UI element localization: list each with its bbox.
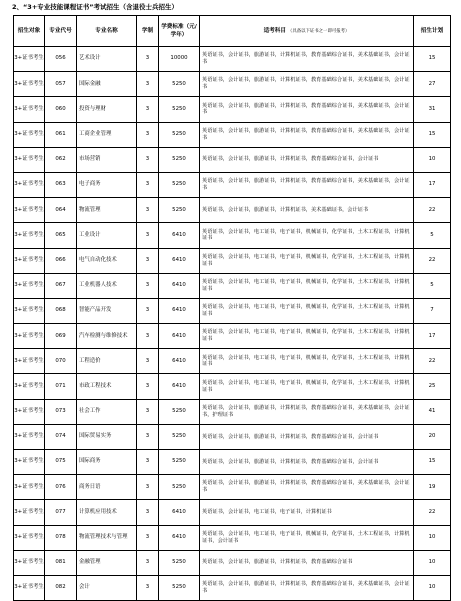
cell-name: 工程造价 xyxy=(77,349,137,374)
table-row xyxy=(14,248,451,273)
cell-code: 081 xyxy=(45,550,77,575)
cell-target: 3+证书考生 xyxy=(14,97,45,122)
cell-tuition: 6410 xyxy=(159,324,200,349)
cell-tuition: 5250 xyxy=(159,450,200,475)
cell-duration: 3 xyxy=(137,97,159,122)
cell-duration: 3 xyxy=(137,72,159,97)
cell-subjects: 英语证书，会计证书，旅游证书，计算机证书，教育基础综合证书，美术基础证书，会计证书 xyxy=(200,575,414,600)
cell-target: 3+证书考生 xyxy=(14,399,45,424)
cell-plan: 10 xyxy=(414,147,451,172)
cell-target: 3+证书考生 xyxy=(14,349,45,374)
cell-code: 082 xyxy=(45,575,77,600)
cell-tuition: 5250 xyxy=(159,122,200,147)
cell-target: 3+证书考生 xyxy=(14,172,45,197)
cell-target: 3+证书考生 xyxy=(14,198,45,223)
cell-plan: 22 xyxy=(414,248,451,273)
cell-code: 065 xyxy=(45,223,77,248)
cell-code: 066 xyxy=(45,248,77,273)
cell-subjects: 英语证书，会计证书，电工证书，电子证书，计算机证书 xyxy=(200,500,414,525)
cell-plan: 27 xyxy=(414,72,451,97)
cell-tuition: 6410 xyxy=(159,374,200,399)
header-row xyxy=(14,16,451,47)
cell-duration: 3 xyxy=(137,273,159,298)
cell-tuition: 6410 xyxy=(159,525,200,550)
enrollment-table xyxy=(13,15,451,601)
cell-plan: 15 xyxy=(414,47,451,72)
table-row xyxy=(14,72,451,97)
cell-duration: 3 xyxy=(137,47,159,72)
cell-tuition: 5250 xyxy=(159,72,200,97)
cell-target: 3+证书考生 xyxy=(14,424,45,449)
cell-name: 会计 xyxy=(77,575,137,600)
cell-code: 075 xyxy=(45,450,77,475)
cell-subjects: 英语证书，会计证书，电工证书，电子证书，机械证书，化学证书，土木工程证书，计算机证书 xyxy=(200,324,414,349)
table-row xyxy=(14,298,451,323)
header-name: 专业名称 xyxy=(77,16,137,47)
cell-name: 艺术设计 xyxy=(77,47,137,72)
cell-tuition: 5250 xyxy=(159,575,200,600)
cell-code: 063 xyxy=(45,172,77,197)
cell-tuition: 5250 xyxy=(159,424,200,449)
cell-name: 智能产品开发 xyxy=(77,298,137,323)
cell-name: 国际商务 xyxy=(77,450,137,475)
cell-duration: 3 xyxy=(137,324,159,349)
table-body xyxy=(14,47,451,601)
cell-plan: 31 xyxy=(414,97,451,122)
cell-code: 069 xyxy=(45,324,77,349)
cell-name: 工业机器人技术 xyxy=(77,273,137,298)
cell-plan: 17 xyxy=(414,172,451,197)
cell-code: 056 xyxy=(45,47,77,72)
cell-plan: 5 xyxy=(414,223,451,248)
cell-duration: 3 xyxy=(137,374,159,399)
cell-tuition: 6410 xyxy=(159,349,200,374)
table-row xyxy=(14,575,451,600)
cell-duration: 3 xyxy=(137,172,159,197)
cell-target: 3+证书考生 xyxy=(14,223,45,248)
cell-code: 070 xyxy=(45,349,77,374)
cell-subjects: 英语证书，会计证书，电工证书，电子证书，机械证书，化学证书，土木工程证书，计算机证书 xyxy=(200,349,414,374)
cell-duration: 3 xyxy=(137,122,159,147)
cell-plan: 25 xyxy=(414,374,451,399)
cell-code: 057 xyxy=(45,72,77,97)
cell-duration: 3 xyxy=(137,500,159,525)
header-target: 招生对象 xyxy=(14,16,45,47)
cell-duration: 3 xyxy=(137,450,159,475)
cell-subjects: 英语证书，会计证书，旅游证书，计算机证书，教育基础综合证书，会计证书 xyxy=(200,424,414,449)
table-row xyxy=(14,47,451,72)
table-row xyxy=(14,450,451,475)
table-row xyxy=(14,349,451,374)
cell-duration: 3 xyxy=(137,298,159,323)
cell-tuition: 5250 xyxy=(159,475,200,500)
cell-duration: 3 xyxy=(137,223,159,248)
cell-plan: 10 xyxy=(414,575,451,600)
cell-target: 3+证书考生 xyxy=(14,298,45,323)
cell-plan: 15 xyxy=(414,122,451,147)
cell-code: 060 xyxy=(45,97,77,122)
cell-duration: 3 xyxy=(137,475,159,500)
cell-code: 074 xyxy=(45,424,77,449)
cell-subjects: 英语证书，会计证书，旅游证书，计算机证书，教育基础综合证书，美术基础证书，会计证书 xyxy=(200,72,414,97)
cell-duration: 3 xyxy=(137,424,159,449)
cell-subjects: 英语证书，会计证书，电工证书，电子证书，机械证书，化学证书，土木工程证书，计算机证书 xyxy=(200,273,414,298)
table-row xyxy=(14,273,451,298)
cell-target: 3+证书考生 xyxy=(14,147,45,172)
table-row xyxy=(14,500,451,525)
cell-plan: 7 xyxy=(414,298,451,323)
header-duration: 学制 xyxy=(137,16,159,47)
cell-name: 商务日语 xyxy=(77,475,137,500)
header-plan: 招生计划 xyxy=(414,16,451,47)
cell-subjects: 英语证书，会计证书，旅游证书，计算机证书，教育基础综合证书，会计证书 xyxy=(200,450,414,475)
cell-name: 国际贸易实务 xyxy=(77,424,137,449)
header-subjects-note: （具备以下证书之一即可报考） xyxy=(287,28,350,34)
cell-subjects: 英语证书，会计证书，旅游证书，计算机证书，教育基础综合证书，美术基础证书，会计证书 xyxy=(200,97,414,122)
cell-plan: 19 xyxy=(414,475,451,500)
table-row xyxy=(14,223,451,248)
cell-tuition: 6410 xyxy=(159,298,200,323)
cell-tuition: 6410 xyxy=(159,223,200,248)
table-row xyxy=(14,424,451,449)
cell-target: 3+证书考生 xyxy=(14,525,45,550)
cell-name: 投资与理财 xyxy=(77,97,137,122)
cell-target: 3+证书考生 xyxy=(14,475,45,500)
cell-subjects: 英语证书，会计证书，电工证书，电子证书，机械证书，化学证书，土木工程证书，计算机证书 xyxy=(200,298,414,323)
cell-name: 电子商务 xyxy=(77,172,137,197)
table-row xyxy=(14,172,451,197)
cell-duration: 3 xyxy=(137,248,159,273)
table-row xyxy=(14,198,451,223)
cell-tuition: 6410 xyxy=(159,500,200,525)
cell-target: 3+证书考生 xyxy=(14,450,45,475)
cell-duration: 3 xyxy=(137,198,159,223)
cell-target: 3+证书考生 xyxy=(14,122,45,147)
cell-name: 汽车检测与维修技术 xyxy=(77,324,137,349)
cell-code: 064 xyxy=(45,198,77,223)
cell-tuition: 6410 xyxy=(159,273,200,298)
table-row xyxy=(14,374,451,399)
table-row xyxy=(14,525,451,550)
cell-code: 061 xyxy=(45,122,77,147)
cell-duration: 3 xyxy=(137,147,159,172)
cell-duration: 3 xyxy=(137,399,159,424)
cell-duration: 3 xyxy=(137,349,159,374)
cell-code: 078 xyxy=(45,525,77,550)
cell-target: 3+证书考生 xyxy=(14,500,45,525)
cell-plan: 22 xyxy=(414,500,451,525)
table-row xyxy=(14,399,451,424)
cell-subjects: 英语证书，会计证书，旅游证书，计算机证书，教育基础综合证书，美术基础证书，会计证书 xyxy=(200,172,414,197)
cell-code: 077 xyxy=(45,500,77,525)
table-row xyxy=(14,475,451,500)
cell-subjects: 英语证书，会计证书，电工证书，电子证书，机械证书，化学证书，土木工程证书，计算机证书 xyxy=(200,223,414,248)
cell-name: 国际金融 xyxy=(77,72,137,97)
cell-name: 物流管理技术与管理 xyxy=(77,525,137,550)
section-heading: 2、“3+专业技能课程证书”考试招生（含退役士兵招生） xyxy=(12,3,179,11)
cell-plan: 10 xyxy=(414,525,451,550)
header-tuition: 学费标准（元/学年） xyxy=(159,16,200,47)
cell-name: 计算机应用技术 xyxy=(77,500,137,525)
cell-tuition: 5250 xyxy=(159,198,200,223)
cell-subjects: 英语证书，会计证书，旅游证书，计算机证书，教育基础综合证书 xyxy=(200,550,414,575)
header-subjects xyxy=(200,16,414,47)
cell-subjects: 英语证书，会计证书，电工证书，电子证书，机械证书，化学证书，土木工程证书，计算机证书 xyxy=(200,374,414,399)
table-row xyxy=(14,324,451,349)
cell-name: 市政工程技术 xyxy=(77,374,137,399)
cell-subjects: 英语证书，会计证书，旅游证书，计算机证书，教育基础综合证书，美术基础证书，会计证书 xyxy=(200,122,414,147)
cell-plan: 22 xyxy=(414,349,451,374)
table-row xyxy=(14,97,451,122)
cell-code: 062 xyxy=(45,147,77,172)
cell-tuition: 10000 xyxy=(159,47,200,72)
cell-name: 工业设计 xyxy=(77,223,137,248)
cell-tuition: 5250 xyxy=(159,97,200,122)
cell-subjects: 英语证书，会计证书，旅游证书，计算机证书，教育基础综合证书，美术基础证书，会计证书 xyxy=(200,47,414,72)
cell-tuition: 5250 xyxy=(159,399,200,424)
table-row xyxy=(14,147,451,172)
cell-target: 3+证书考生 xyxy=(14,324,45,349)
cell-code: 067 xyxy=(45,273,77,298)
cell-tuition: 5250 xyxy=(159,550,200,575)
cell-subjects: 英语证书，会计证书，旅游证书，计算机证书，教育基础综合证书，会计证书 xyxy=(200,147,414,172)
cell-code: 073 xyxy=(45,399,77,424)
cell-plan: 17 xyxy=(414,324,451,349)
cell-plan: 15 xyxy=(414,450,451,475)
cell-duration: 3 xyxy=(137,575,159,600)
cell-plan: 10 xyxy=(414,550,451,575)
cell-subjects: 英语证书，会计证书，旅游证书，计算机证书，教育基础综合证书，美术基础证书，会计证书，护理证书 xyxy=(200,399,414,424)
cell-subjects: 英语证书，会计证书，旅游证书，计算机证书，教育基础综合证书，美术基础证书，会计证书 xyxy=(200,475,414,500)
cell-name: 物流管理 xyxy=(77,198,137,223)
table-row xyxy=(14,550,451,575)
cell-target: 3+证书考生 xyxy=(14,72,45,97)
cell-plan: 5 xyxy=(414,273,451,298)
header-subjects-label: 适考科目 xyxy=(263,27,286,34)
cell-tuition: 5250 xyxy=(159,147,200,172)
cell-plan: 22 xyxy=(414,198,451,223)
cell-code: 071 xyxy=(45,374,77,399)
cell-name: 社会工作 xyxy=(77,399,137,424)
cell-target: 3+证书考生 xyxy=(14,273,45,298)
cell-duration: 3 xyxy=(137,525,159,550)
cell-target: 3+证书考生 xyxy=(14,575,45,600)
cell-tuition: 6410 xyxy=(159,248,200,273)
cell-tuition: 5250 xyxy=(159,172,200,197)
table-row xyxy=(14,122,451,147)
cell-target: 3+证书考生 xyxy=(14,248,45,273)
cell-plan: 20 xyxy=(414,424,451,449)
cell-subjects: 英语证书，会计证书，电工证书，电子证书，机械证书，化学证书，土木工程证书，计算机证书，会计证书 xyxy=(200,525,414,550)
cell-subjects: 英语证书，会计证书，旅游证书，计算机证书，美术基础证书，会计证书 xyxy=(200,198,414,223)
cell-duration: 3 xyxy=(137,550,159,575)
cell-target: 3+证书考生 xyxy=(14,550,45,575)
cell-code: 068 xyxy=(45,298,77,323)
cell-plan: 41 xyxy=(414,399,451,424)
header-code: 专业代号 xyxy=(45,16,77,47)
cell-target: 3+证书考生 xyxy=(14,47,45,72)
cell-name: 工商企业管理 xyxy=(77,122,137,147)
cell-code: 076 xyxy=(45,475,77,500)
cell-name: 金融管理 xyxy=(77,550,137,575)
cell-name: 市场营销 xyxy=(77,147,137,172)
cell-name: 电气自动化技术 xyxy=(77,248,137,273)
cell-target: 3+证书考生 xyxy=(14,374,45,399)
cell-subjects: 英语证书，会计证书，电工证书，电子证书，机械证书，化学证书，土木工程证书，计算机证书 xyxy=(200,248,414,273)
